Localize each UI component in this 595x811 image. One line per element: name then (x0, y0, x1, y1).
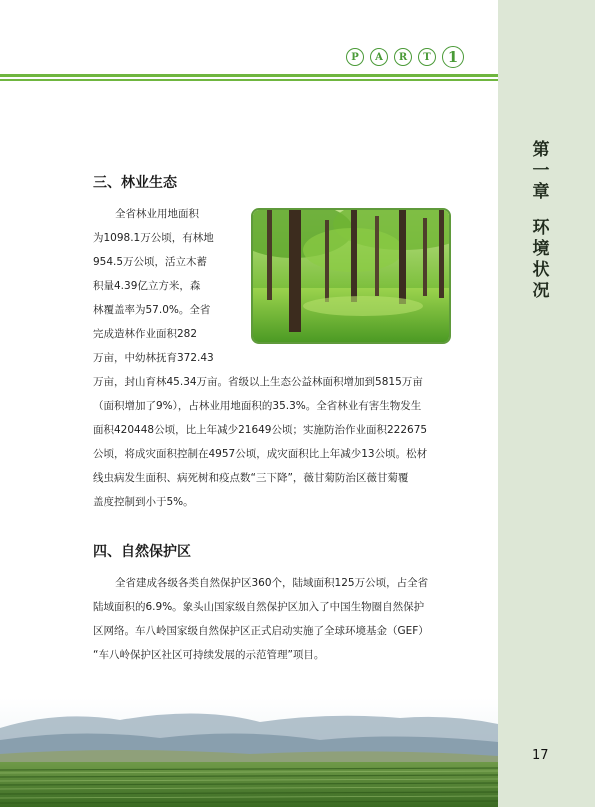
chapter-char: 况 (532, 281, 550, 301)
part-letter: T (418, 48, 436, 66)
text-line: 完成造林作业面积282 (93, 328, 198, 340)
forest-illustration (253, 210, 449, 342)
landscape-photo (0, 698, 498, 807)
chapter-char: 第 (532, 140, 550, 160)
text-line: 为1098.1万公顷，有林地 (93, 232, 214, 244)
chapter-char: 章 (532, 182, 550, 202)
section-heading-nature-reserve: 四、自然保护区 (93, 544, 191, 560)
header-rule (0, 74, 498, 82)
chapter-char: 一 (532, 161, 550, 181)
part-number: 1 (442, 46, 464, 68)
section-heading-forestry: 三、林业生态 (93, 175, 177, 191)
chapter-title (527, 140, 555, 302)
text-line: 积量4.39亿立方米，森 (93, 280, 201, 292)
header-rule-thin (0, 79, 498, 81)
text-line: 线虫病发生面积、病死树和疫点数“三下降”，薇甘菊防治区薇甘菊覆 (93, 472, 409, 484)
part-letter: P (346, 48, 364, 66)
chapter-gap (527, 203, 555, 218)
text-line: 954.5万公顷，活立木蓄 (93, 256, 208, 268)
text-line: 面积420448公顷，比上年减少21649公顷；实施防治作业面积222675 (93, 424, 428, 436)
text-line: 万亩，中幼林抚育372.43 (93, 352, 214, 364)
text-line: 盖度控制到小于5%。 (93, 496, 194, 508)
text-line: 全省建成各级各类自然保护区360个，陆域面积125万公顷，占全省 (115, 577, 429, 589)
page-number: 17 (532, 748, 549, 763)
part-emblem (346, 46, 464, 68)
chapter-char: 环 (532, 218, 550, 238)
part-letter: R (394, 48, 412, 66)
header-rule-thick (0, 74, 498, 77)
chapter-char: 状 (532, 260, 550, 280)
chapter-char: 境 (532, 239, 550, 259)
text-line: 全省林业用地面积 (115, 208, 199, 220)
chapter-sidebar (498, 0, 595, 807)
text-line: 公顷，将成灾面积控制在4957公顷，成灾面积比上年减少13公顷。松材 (93, 448, 428, 460)
text-line: 林覆盖率为57.0%。全省 (93, 304, 211, 316)
forest-photo (251, 208, 451, 344)
part-letter: A (370, 48, 388, 66)
text-line: “车八岭保护区社区可持续发展的示范管理”项目。 (93, 649, 325, 661)
paragraph-nature-reserve (93, 571, 429, 667)
text-line: （面积增加了9%），占林业用地面积的35.3%。全省林业有害生物发生 (93, 400, 422, 412)
text-line: 陆域面积的6.9%。象头山国家级自然保护区加入了中国生物圈自然保护 (93, 601, 425, 613)
text-line: 万亩，封山育林45.34万亩。省级以上生态公益林面积增加到5815万亩 (93, 376, 423, 388)
text-line: 区网络。车八岭国家级自然保护区正式启动实施了全球环境基金（GEF） (93, 625, 429, 637)
landscape-illustration (0, 698, 498, 807)
